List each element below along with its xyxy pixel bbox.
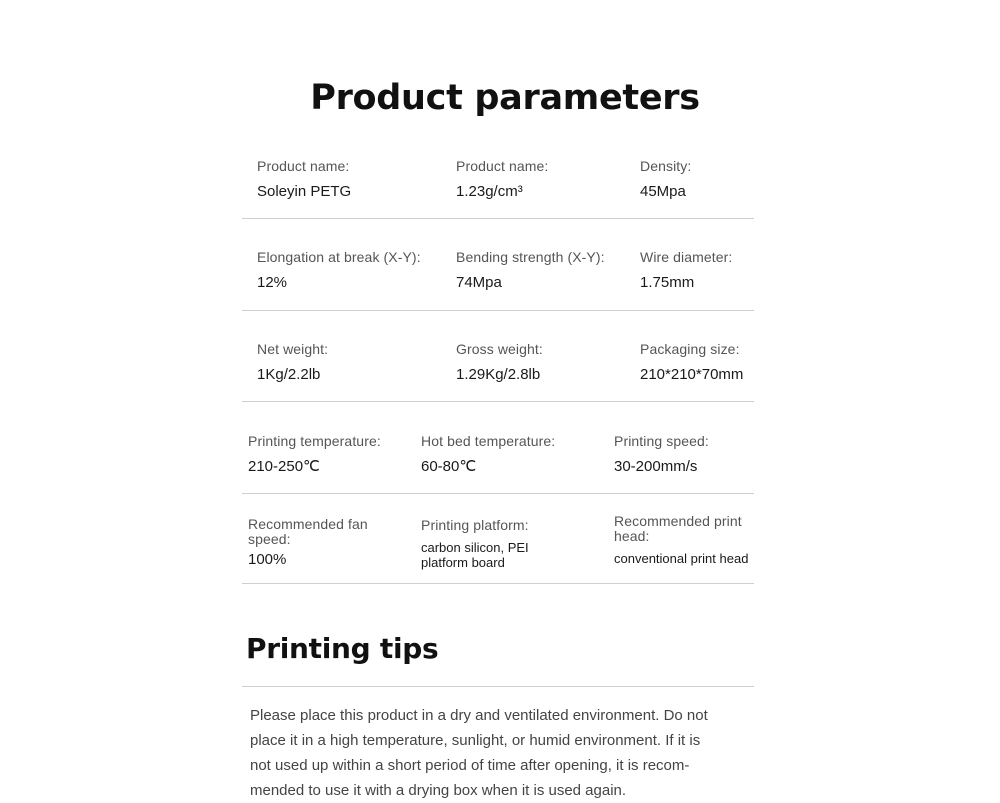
param-label: Recommended print head: — [614, 513, 742, 544]
row-divider — [242, 218, 754, 219]
section-divider — [242, 686, 754, 687]
param-label: Wire diameter: — [640, 249, 733, 265]
tips-line: Please place this product in a dry and ventilated environment. Do not — [250, 707, 708, 724]
param-product-density-value — [456, 158, 548, 201]
tips-line: not used up within a short period of time after opening, it is recom- — [250, 757, 690, 774]
param-label: Printing speed: — [614, 433, 709, 449]
param-label: Bending strength (X-Y): — [456, 249, 605, 265]
param-wire-diameter — [640, 249, 732, 292]
param-value: 45Mpa — [640, 183, 686, 200]
param-gross-weight — [456, 341, 543, 384]
param-label: Net weight: — [257, 341, 329, 357]
param-value: 210-250℃ — [248, 458, 320, 475]
param-bending-strength — [456, 249, 605, 292]
param-label: Elongation at break (X-Y): — [257, 249, 421, 265]
param-hot-bed-temperature — [421, 433, 555, 476]
param-label: Hot bed temperature: — [421, 433, 556, 449]
param-print-head — [614, 514, 764, 566]
param-value: 1.75mm — [640, 274, 695, 291]
param-value: 74Mpa — [456, 274, 502, 291]
row-divider — [242, 583, 754, 584]
row-divider — [242, 310, 754, 311]
param-value: 12% — [257, 274, 288, 291]
param-value: 1Kg/2.2lb — [257, 366, 321, 383]
row-divider — [242, 493, 754, 494]
tips-line: place it in a high temperature, sunlight, or humid environment. If it is — [250, 732, 701, 749]
param-net-weight — [257, 341, 328, 384]
param-label: Product name: — [257, 158, 350, 174]
param-value: 1.29Kg/2.8lb — [456, 366, 541, 383]
param-value: 100% — [248, 551, 287, 568]
param-density — [640, 158, 691, 201]
param-value: Soleyin PETG — [257, 183, 352, 200]
param-label: Printing platform: — [421, 517, 529, 533]
param-packaging-size — [640, 341, 743, 384]
param-label: Product name: — [456, 158, 549, 174]
param-label: Gross weight: — [456, 341, 543, 357]
param-value: 210*210*70mm — [640, 366, 744, 383]
param-product-name — [257, 158, 351, 201]
param-printing-speed — [614, 433, 709, 476]
param-value: conventional print head — [614, 551, 749, 566]
param-value: 1.23g/cm³ — [456, 183, 523, 200]
printing-tips-text — [250, 703, 760, 803]
tips-line: mended to use it with a drying box when it is used again. — [250, 782, 627, 799]
printing-tips-heading: Printing tips — [246, 632, 439, 665]
row-divider — [242, 401, 754, 402]
param-label: Printing temperature: — [248, 433, 381, 449]
param-elongation — [257, 249, 421, 292]
param-label: Density: — [640, 158, 692, 174]
param-value: 30-200mm/s — [614, 458, 698, 475]
page-title: Product parameters — [310, 78, 700, 118]
param-printing-temperature — [248, 433, 381, 476]
param-fan-speed — [248, 517, 393, 569]
param-value: carbon silicon, PEI platform board — [421, 540, 529, 570]
param-label: Recommended fan speed: — [248, 516, 368, 547]
param-printing-platform — [421, 517, 551, 570]
param-label: Packaging size: — [640, 341, 740, 357]
param-value: 60-80℃ — [421, 458, 477, 475]
